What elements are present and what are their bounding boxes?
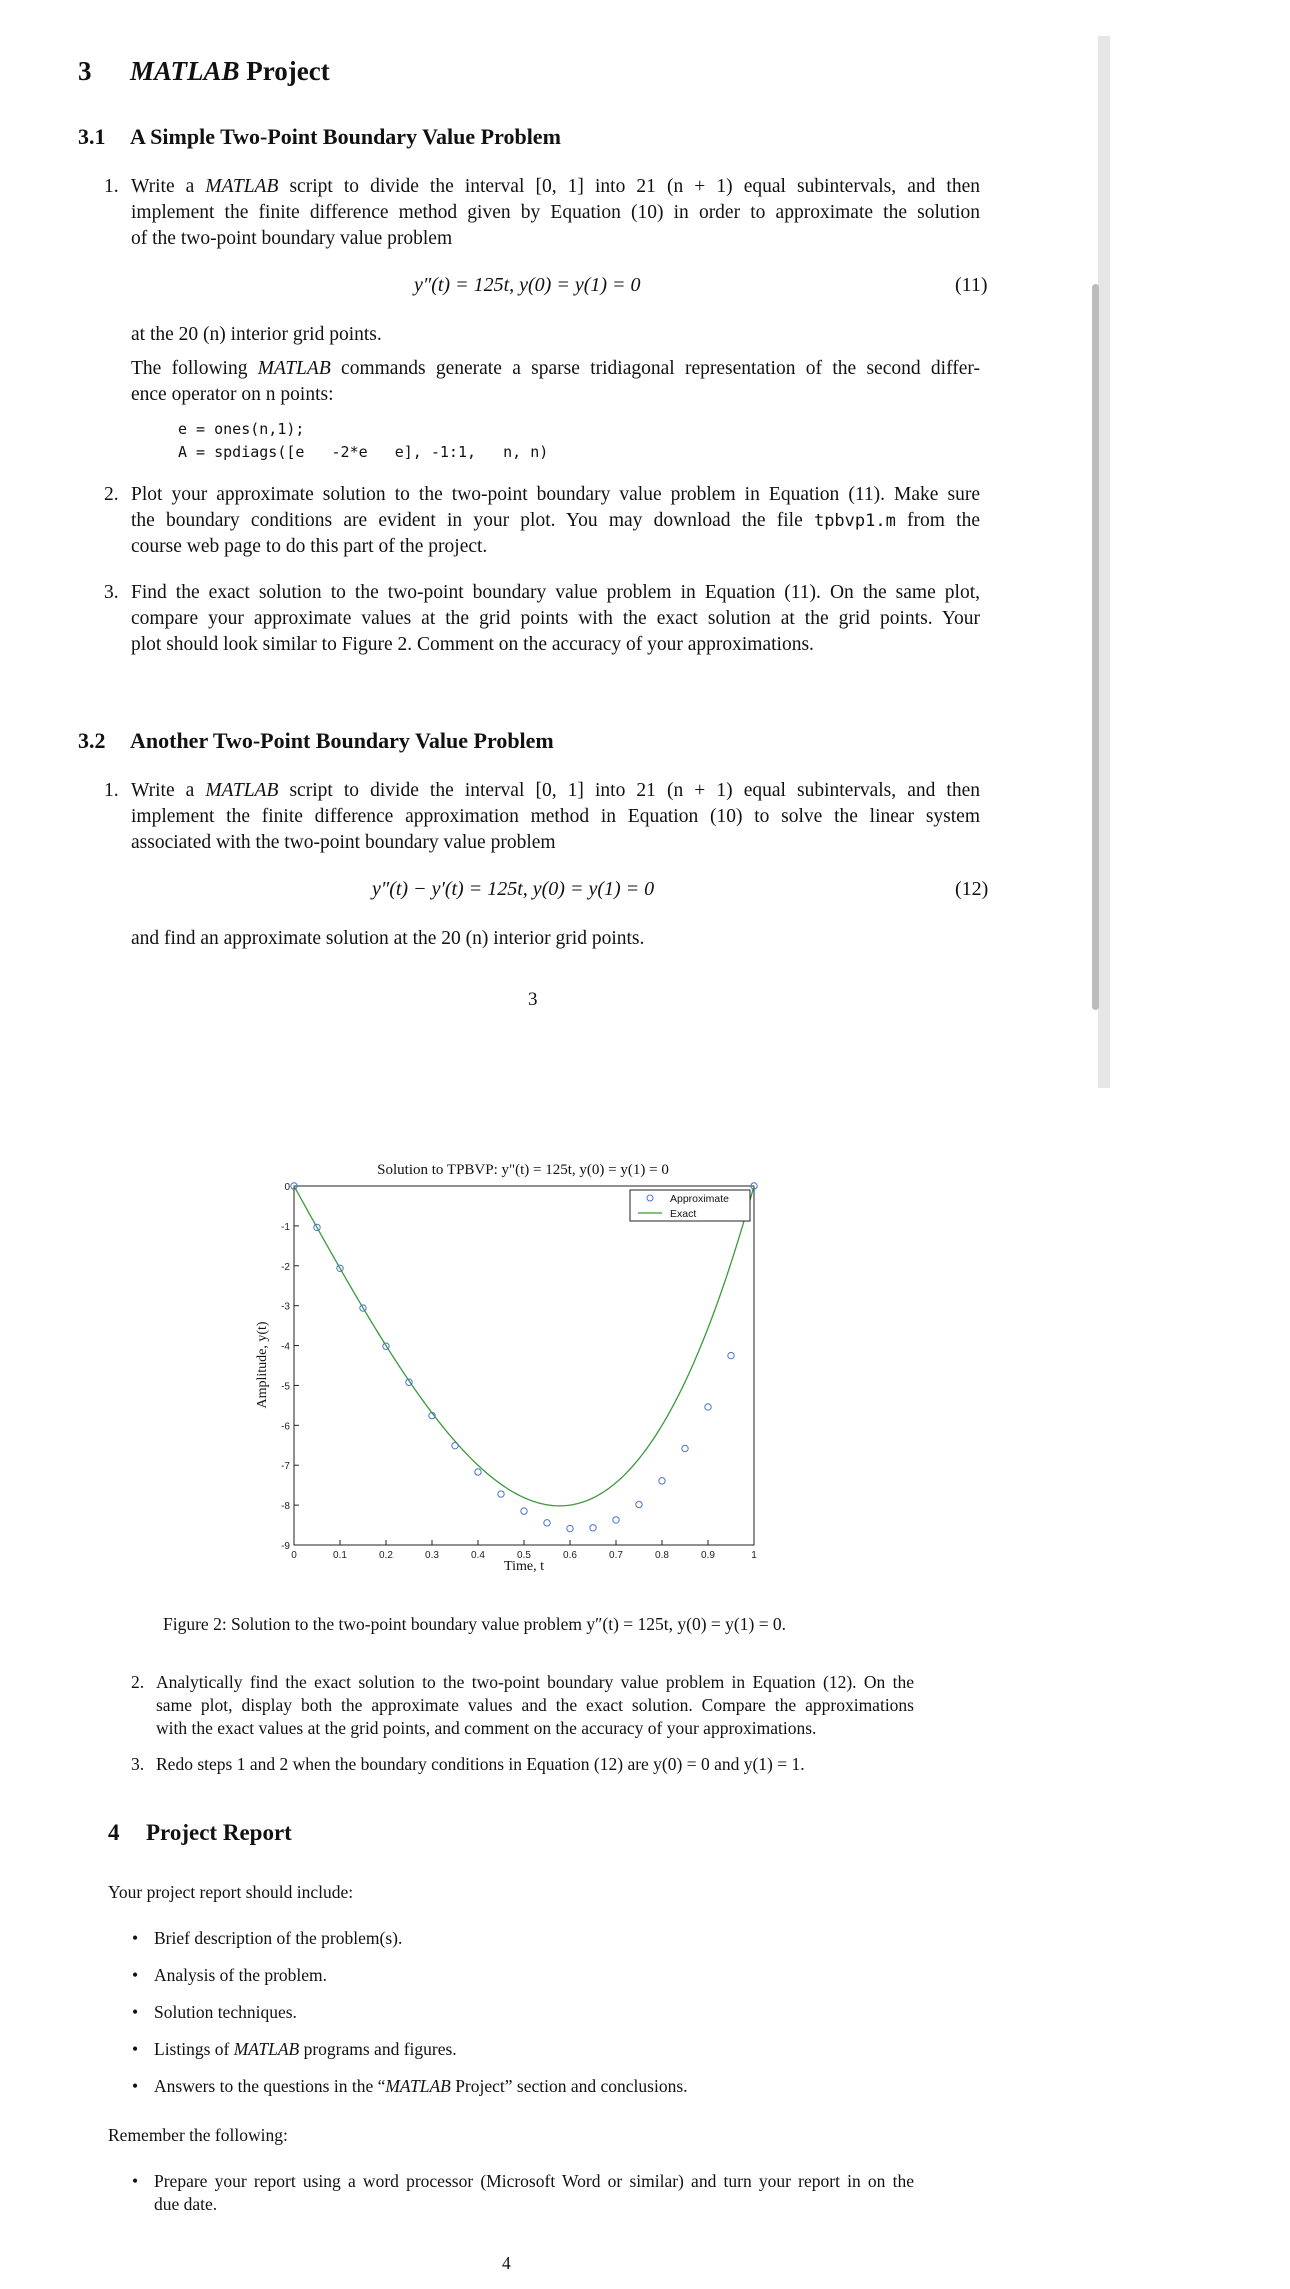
bullet-icon: • [132, 1928, 139, 1948]
x-axis-label: Time, t [504, 1559, 544, 1574]
y-tick-label: -7 [281, 1461, 290, 1473]
approx-point [728, 1352, 734, 1358]
list-item: • Brief description of the problem(s). [132, 1928, 403, 1948]
sparse-paragraph: The following MATLAB commands generate a sparse tridiagonal representation of the second differ- ence operator on n points: [131, 358, 980, 405]
section-3-2-heading: 3.2 Another Two-Point Boundary Value Problem [78, 728, 554, 753]
equation-number: (11) [955, 274, 988, 296]
section-4-heading: 4 Project Report [108, 1820, 292, 1845]
x-tick-label: 0.8 [655, 1550, 669, 1561]
list-item: • Prepare your report using a word processor (Microsoft Word or similar) and turn your report in on the due date. [132, 2171, 914, 2214]
code-line: e = ones(n,1); [178, 420, 305, 438]
figure-2-chart [246, 1155, 776, 1585]
y-axis-label: Amplitude, y(t) [255, 1321, 270, 1409]
equation-number: (12) [955, 878, 989, 900]
list-number: 1. [104, 176, 119, 197]
x-tick-label: 1 [751, 1550, 757, 1561]
x-tick-label: 0.1 [333, 1550, 347, 1561]
equation-11: y″(t) = 125t, y(0) = y(1) = 0 [414, 274, 641, 296]
series-exact-line [294, 1186, 754, 1506]
list-number: 3. [131, 1754, 145, 1774]
y-tick-label: -8 [281, 1501, 290, 1513]
scrollbar-thumb[interactable] [1092, 284, 1099, 1010]
item-3-2-1-text: Write a MATLAB script to divide the interval [0, 1] into 21 (n + 1) equal subintervals, and then implement the finite difference approximation method in Equation (10) to solve the linear system associated with the two-point boundary value problem [131, 780, 980, 853]
scroll-gutter [1098, 36, 1110, 1088]
x-tick-label: 0 [291, 1550, 297, 1561]
approx-point [636, 1501, 642, 1507]
approx-point [475, 1469, 481, 1475]
bullet-icon: • [132, 2002, 139, 2022]
y-tick-label: -9 [281, 1541, 290, 1552]
x-tick-label: 0.7 [609, 1550, 623, 1561]
x-tick-label: 0.5 [517, 1550, 531, 1561]
approx-point [521, 1508, 527, 1514]
approx-point [452, 1442, 458, 1448]
y-tick-label: -2 [281, 1261, 290, 1273]
page-number: 3 [528, 989, 538, 1010]
y-axis-ticks [281, 1182, 299, 1552]
x-tick-label: 0.3 [425, 1550, 439, 1561]
list-number: 2. [104, 484, 119, 505]
bullet-icon: • [132, 2076, 139, 2096]
section-3-1-heading: 3.1 A Simple Two-Point Boundary Value Problem [78, 124, 561, 149]
y-tick-label: 0 [284, 1182, 290, 1193]
paragraph: and find an approximate solution at the 20 (n) interior grid points. [131, 928, 645, 949]
item-3-text: Find the exact solution to the two-point boundary value problem in Equation (11). On the same plot, compare your approximate values at the grid points with the exact solution at the grid points. Your plot should look similar to Figure 2. Comment on the accuracy of your approximations. [131, 582, 980, 655]
remember-text: Remember the following: [108, 2125, 288, 2145]
equation-12: y″(t) − y′(t) = 125t, y(0) = y(1) = 0 [372, 878, 655, 900]
bullet-icon: • [132, 1965, 139, 1985]
x-tick-label: 0.2 [379, 1550, 393, 1561]
code-line: A = spdiags([e -2*e e], -1:1, n, n) [178, 443, 549, 461]
approx-point [682, 1445, 688, 1451]
y-tick-label: -4 [281, 1341, 290, 1353]
legend-entry-exact: Exact [670, 1208, 697, 1220]
legend-entry-approximate: Approximate [670, 1193, 729, 1205]
approx-point [705, 1404, 711, 1410]
list-number: 3. [104, 582, 119, 603]
chart-svg [246, 1155, 776, 1585]
plot-frame [294, 1186, 754, 1545]
y-tick-label: -1 [281, 1221, 290, 1233]
paragraph: at the 20 (n) interior grid points. [131, 324, 382, 345]
bullet-icon: • [132, 2171, 139, 2191]
item-1-text: Write a MATLAB script to divide the interval [0, 1] into 21 (n + 1) equal subintervals, and then implement the finite difference method given by Equation (10) in order to approximate the solution of the two-point boundary value problem [131, 176, 980, 249]
approx-point [659, 1478, 665, 1484]
list-item: • Listings of MATLAB programs and figures. [132, 2039, 457, 2059]
chart-title: Solution to TPBVP: y"(t) = 125t, y(0) = y(1) = 0 [377, 1162, 669, 1178]
item-2-text: Plot your approximate solution to the two-point boundary value problem in Equation (11). Make sure the boundary conditions are evident in your plot. You may download the file tpbvp1.m from the course web page to do this part of the project. [131, 484, 980, 557]
approx-point [613, 1517, 619, 1523]
x-tick-label: 0.4 [471, 1550, 485, 1561]
figure-caption: Figure 2: Solution to the two-point boundary value problem y″(t) = 125t, y(0) = y(1) = 0. [163, 1614, 787, 1634]
series-approximate-markers [291, 1183, 757, 1532]
list-item: • Analysis of the problem. [132, 1965, 328, 1985]
legend [630, 1190, 750, 1221]
list-item: • Answers to the questions in the “MATLAB Project” section and conclusions. [132, 2076, 688, 2096]
report-intro: Your project report should include: [108, 1882, 354, 1902]
item-2-text: Analytically find the exact solution to the two-point boundary value problem in Equation (12). On the same plot, display both the approximate values and the exact solution. Compare the approximations with the exact values at the grid points, and comment on the accuracy of your approximations. [156, 1672, 914, 1738]
x-tick-label: 0.6 [563, 1550, 577, 1561]
y-tick-label: -6 [281, 1421, 290, 1433]
item-3-text: Redo steps 1 and 2 when the boundary conditions in Equation (12) are y(0) = 0 and y(1) = 1. [156, 1754, 805, 1774]
approx-point [567, 1525, 573, 1531]
approx-point [498, 1491, 504, 1497]
approx-point [590, 1525, 596, 1531]
list-number: 2. [131, 1672, 145, 1692]
approx-point [544, 1520, 550, 1526]
list-item: • Solution techniques. [132, 2002, 297, 2022]
x-tick-label: 0.9 [701, 1550, 715, 1561]
section-3-heading: 3 MATLAB Project [78, 56, 330, 86]
page-number: 4 [502, 2253, 511, 2273]
y-tick-label: -5 [281, 1381, 290, 1393]
list-number: 1. [104, 780, 119, 801]
page-3 [0, 0, 1290, 1088]
bullet-icon: • [132, 2039, 139, 2059]
y-tick-label: -3 [281, 1301, 290, 1313]
x-axis-ticks [291, 1540, 757, 1561]
